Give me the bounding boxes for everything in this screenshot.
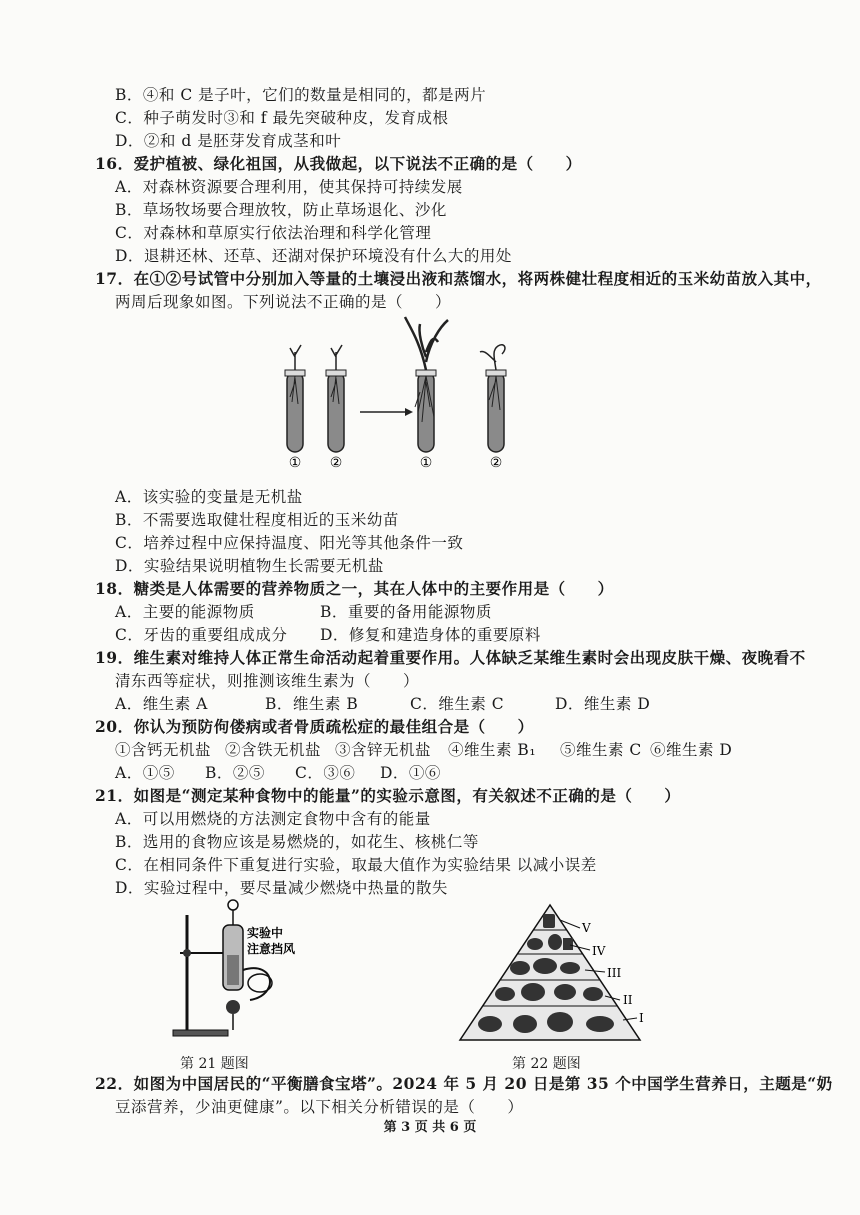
- q20-option-b: B．②⑤: [205, 764, 265, 782]
- q21-option-b: B．选用的食物应该是易燃烧的，如花生、核桃仁等: [115, 833, 479, 851]
- q15-option-d: D．②和 d 是胚芽发育成茎和叶: [115, 132, 342, 150]
- q16-option-d: D．退耕还林、还草、还湖对保护环境没有什么大的用处: [115, 247, 512, 265]
- tube-2-before: [326, 345, 346, 452]
- q17-option-d: D．实验结果说明植物生长需要无机盐: [115, 557, 384, 575]
- q20-option-c: C．③⑥: [295, 764, 356, 782]
- q20-item-3: ③含锌无机盐: [335, 741, 432, 759]
- q18-option-b: B．重要的备用能源物质: [320, 603, 492, 621]
- fig22-caption: 第 22 题图: [512, 1056, 581, 1072]
- q15-option-b: B．④和 C 是子叶，它们的数量是相同的，都是两片: [115, 86, 487, 104]
- tube-label-1: ①: [288, 455, 302, 471]
- q19-option-d: D．维生素 D: [555, 695, 651, 713]
- q21-apparatus-figure: [165, 895, 315, 1045]
- q19-option-a: A．维生素 A: [115, 695, 208, 713]
- q16-option-c: C．对森林和草原实行依法治理和科学化管理: [115, 224, 432, 242]
- pyramid-level-5: V: [582, 921, 591, 935]
- q17-stem-line1: 17．在①②号试管中分别加入等量的土壤浸出液和蒸馏水，将两株健壮程度相近的玉米幼苗放入其中，: [95, 269, 822, 288]
- pyramid-level-4: IV: [592, 944, 606, 958]
- q20-item-6: ⑥维生素 D: [650, 741, 733, 759]
- pyramid-level-3: III: [607, 966, 622, 980]
- q16-option-b: B．草场牧场要合理放牧，防止草场退化、沙化: [115, 201, 447, 219]
- q20-option-d: D．①⑥: [380, 764, 441, 782]
- q18-option-a: A．主要的能源物质: [115, 603, 255, 621]
- page-footer: 第 3 页 共 6 页: [383, 1120, 477, 1135]
- q21-stem: 21．如图是“测定某种食物中的能量”的实验示意图，有关叙述不正确的是（ ）: [95, 786, 681, 805]
- tube-1-after: [405, 317, 448, 452]
- q20-item-5: ⑤维生素 C: [560, 741, 642, 759]
- q18-option-d: D．修复和建造身体的重要原料: [320, 626, 541, 644]
- q17-option-a: A．该实验的变量是无机盐: [115, 488, 303, 506]
- fig21-note-line2: 注意挡风: [247, 942, 296, 956]
- q17-test-tube-figure: [270, 312, 530, 472]
- q17-option-c: C．培养过程中应保持温度、阳光等其他条件一致: [115, 534, 464, 552]
- q17-stem-line2: 两周后现象如图。下列说法不正确的是（ ）: [115, 293, 452, 311]
- q17-option-b: B．不需要选取健壮程度相近的玉米幼苗: [115, 511, 399, 529]
- q20-option-a: A．①⑤: [115, 764, 175, 782]
- q19-option-b: B．维生素 B: [265, 695, 359, 713]
- tube-label-4: ②: [489, 455, 503, 471]
- q18-option-c: C．牙齿的重要组成成分: [115, 626, 288, 644]
- tube-label-2: ②: [329, 455, 343, 471]
- q22-stem-line2: 豆添营养，少油更健康”。以下相关分析错误的是（ ）: [115, 1098, 524, 1116]
- q20-stem: 20．你认为预防佝偻病或者骨质疏松症的最佳组合是（ ）: [95, 717, 534, 736]
- q15-option-c: C．种子萌发时③和 f 最先突破种皮，发育成根: [115, 109, 449, 127]
- q21-option-c: C．在相同条件下重复进行实验，取最大值作为实验结果 以减小误差: [115, 856, 597, 874]
- q22-food-pyramid-figure: [455, 900, 655, 1045]
- tube-1-before: [285, 345, 305, 452]
- q16-option-a: A．对森林资源要合理利用，使其保持可持续发展: [115, 178, 463, 196]
- arrow: [360, 408, 413, 416]
- q18-stem: 18．糖类是人体需要的营养物质之一，其在人体中的主要作用是（ ）: [95, 579, 614, 598]
- q20-item-4: ④维生素 B₁: [448, 741, 537, 759]
- fig21-caption: 第 21 题图: [180, 1056, 249, 1072]
- q16-stem: 16．爱护植被、绿化祖国，从我做起，以下说法不正确的是（ ）: [95, 154, 582, 173]
- tube-label-3: ①: [419, 455, 433, 471]
- q19-stem-line1: 19．维生素对维持人体正常生命活动起着重要作用。人体缺乏某维生素时会出现皮肤干燥、夜晚看不: [95, 648, 806, 667]
- tube-2-after: [480, 345, 506, 452]
- pyramid-level-2: II: [623, 993, 633, 1007]
- q21-option-d: D．实验过程中，要尽量减少燃烧中热量的散失: [115, 879, 448, 897]
- q19-stem-line2: 清东西等症状，则推测该维生素为（ ）: [115, 672, 420, 690]
- pyramid-level-1: I: [639, 1011, 644, 1025]
- q20-item-2: ②含铁无机盐: [225, 741, 322, 759]
- q21-option-a: A．可以用燃烧的方法测定食物中含有的能量: [115, 810, 431, 828]
- q20-item-1: ①含钙无机盐: [115, 741, 212, 759]
- q19-option-c: C．维生素 C: [410, 695, 505, 713]
- q22-stem-line1: 22．如图为中国居民的“平衡膳食宝塔”。2024 年 5 月 20 日是第 35 个中国学生营养日，主题是“奶: [95, 1074, 833, 1093]
- fig21-note-line1: 实验中: [247, 926, 284, 940]
